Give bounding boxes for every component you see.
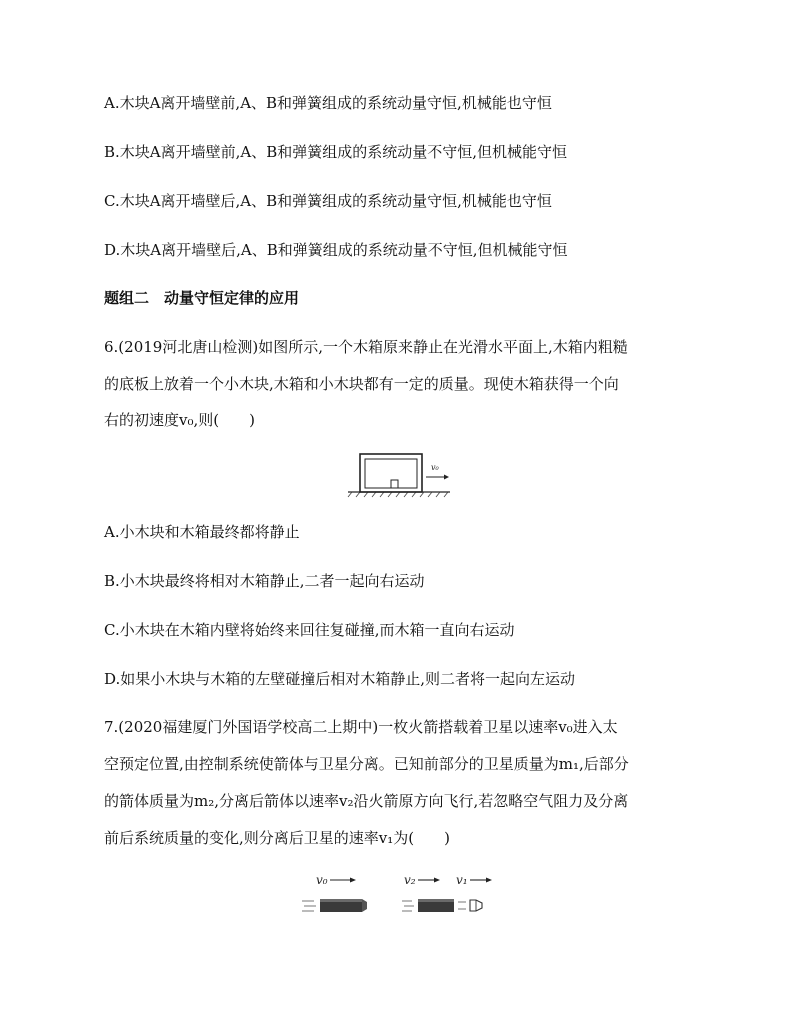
q7-figure-rocket-after: [400, 868, 500, 914]
q7-figure-label-v0: v₀: [316, 873, 328, 887]
q6-figure-box-on-floor: [346, 450, 454, 498]
section-title: 题组二 动量守恒定律的应用: [104, 289, 300, 307]
q7-figure-label-v2: v₂: [404, 873, 416, 887]
q5-option-a: A.木块A离开墙壁前,A、B和弹簧组成的系统动量守恒,机械能也守恒: [104, 94, 552, 112]
q7-stem-line-1: 7.(2020福建厦门外国语学校高二上期中)一枚火箭搭载着卫星以速率v₀进入太: [104, 718, 618, 736]
q6-stem-line-2: 的底板上放着一个小木块,木箱和小木块都有一定的质量。现使木箱获得一个向: [104, 375, 619, 393]
q7-figure-label-v1: v₁: [456, 873, 468, 887]
q7-stem-line-4: 前后系统质量的变化,则分离后卫星的速率v₁为( ): [104, 829, 450, 847]
q7-stem-line-2: 空预定位置,由控制系统使箭体与卫星分离。已知前部分的卫星质量为m₁,后部分: [104, 755, 629, 773]
q7-stem-line-3: 的箭体质量为m₂,分离后箭体以速率v₂沿火箭原方向飞行,若忽略空气阻力及分离: [104, 792, 629, 810]
q6-option-d: D.如果小木块与木箱的左壁碰撞后相对木箱静止,则二者将一起向左运动: [104, 670, 576, 688]
q5-option-c: C.木块A离开墙壁后,A、B和弹簧组成的系统动量守恒,机械能也守恒: [104, 192, 552, 210]
q5-option-d: D.木块A离开墙壁后,A、B和弹簧组成的系统动量不守恒,但机械能守恒: [104, 241, 568, 259]
q7-figure-rocket-before: [300, 868, 372, 914]
q6-stem-line-1: 6.(2019河北唐山检测)如图所示,一个木箱原来静止在光滑水平面上,木箱内粗糙: [104, 338, 628, 356]
q6-figure-label-v0: v₀: [431, 463, 439, 472]
q5-option-b: B.木块A离开墙壁前,A、B和弹簧组成的系统动量不守恒,但机械能守恒: [104, 143, 568, 161]
q6-option-a: A.小木块和木箱最终都将静止: [104, 523, 300, 541]
q6-option-c: C.小木块在木箱内壁将始终来回往复碰撞,而木箱一直向右运动: [104, 621, 515, 639]
q6-option-b: B.小木块最终将相对木箱静止,二者一起向右运动: [104, 572, 425, 590]
q6-stem-line-3: 右的初速度v₀,则( ): [104, 411, 255, 429]
